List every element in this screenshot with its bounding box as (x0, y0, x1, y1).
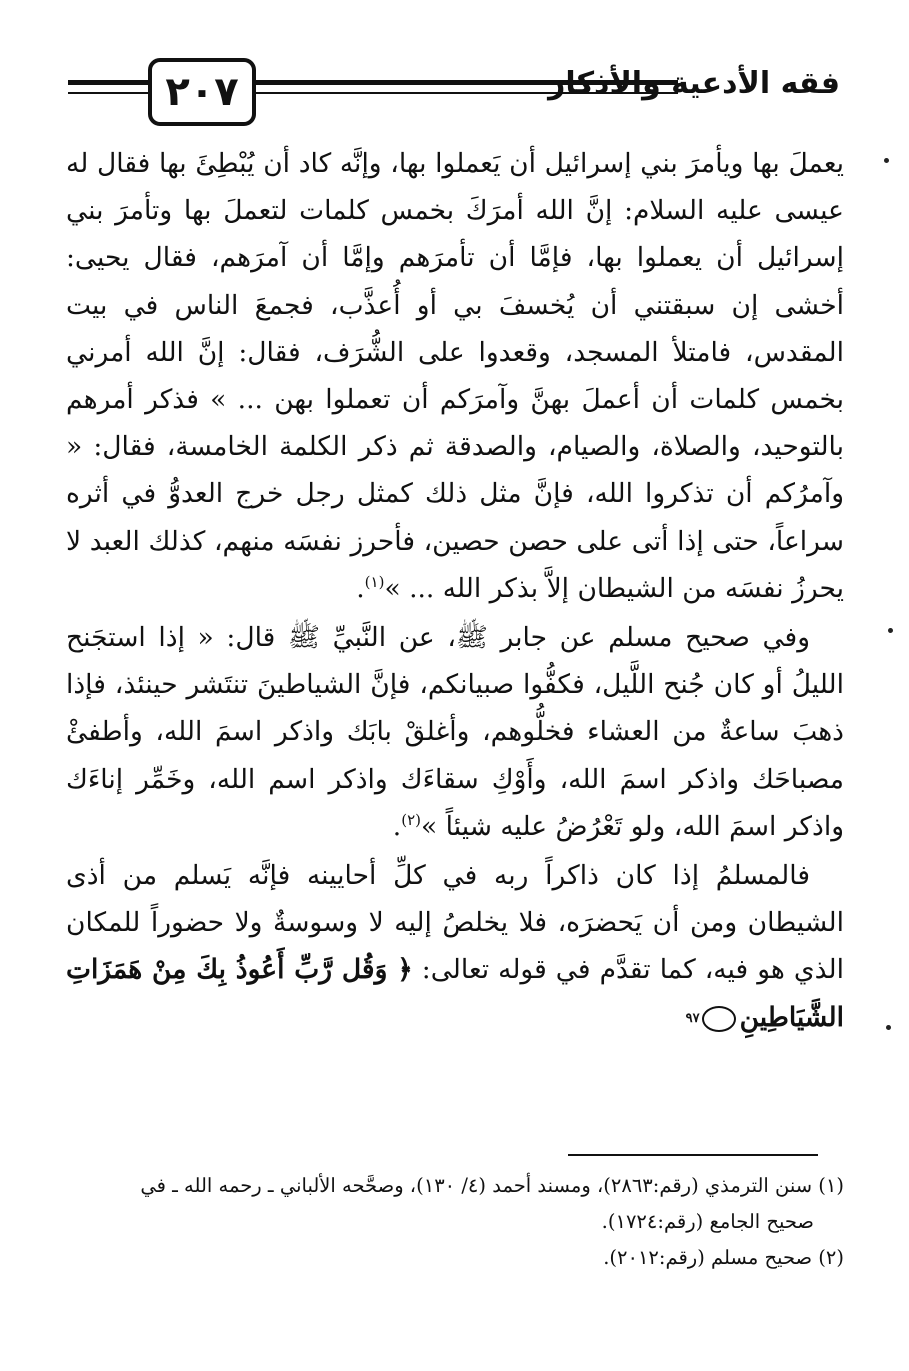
footnotes (66, 1168, 844, 1276)
paragraph-2 (66, 614, 844, 850)
footnote-separator (568, 1154, 818, 1156)
footnote-ref-2: (٢) (401, 811, 421, 830)
paragraph-1 (66, 140, 844, 612)
body-text (66, 140, 844, 1041)
paragraph-1-period: . (356, 572, 365, 604)
quran-verse: ﴿ وَقُل رَّبِّ أَعُوذُ بِكَ مِنْ هَمَزَاتِ الشَّيَاطِينِ (66, 954, 844, 1033)
paragraph-3 (66, 852, 844, 1041)
footnote-ref-1: (١) (364, 573, 385, 591)
margin-mark (888, 628, 893, 633)
paragraph-3-text: فالمسلمُ إذا كان ذاكراً ربه في كلِّ أحايينه فإنَّه يَسلم من أذى الشيطان ومن أن يَحضرَه، فلا يخلصُ إليه لا وسوسةٌ ولا حضوراً للمكان الذي هو فيه، كما تقدَّم في قوله تعالى: (66, 860, 844, 986)
footnote-1-line-1: (١) سنن الترمذي (رقم:٢٨٦٣)، ومسند أحمد (٤/ ١٣٠)، وصحَّحه الألباني ـ رحمه الله ـ في (140, 1174, 844, 1197)
page-number: ٢٠٧ (148, 58, 256, 126)
paragraph-2-text: وفي صحيح مسلم عن جابر ﷺ، عن النَّبيِّ ﷺ قال: « إذا استجَنح الليلُ أو كان جُنح اللَّيل، فكفُّوا صبيانكم، فإنَّ الشياطينَ تنتَشر حينئذ، فإذا ذهبَ ساعةٌ من العشاء فخلُّوهم، وأغلقْ بابَك واذكر اسمَ الله، وأطفئْ مصباحَك واذكر اسمَ الله، وأَوْكِ سقاءَك واذكر اسم الله، وخَمِّر إناءَك واذكر اسمَ الله، ولو تَعْرُضُ عليه شيئاً » (66, 622, 844, 842)
verse-number-marker: ٩٧ (702, 1006, 736, 1032)
running-title: فقه الأدعية والأذكار (548, 66, 840, 101)
header-rule-left (68, 80, 160, 100)
page-header (68, 52, 840, 128)
paragraph-1-text: يعملَ بها ويأمرَ بني إسرائيل أن يَعملوا بها، وإنَّه كاد أن يُبْطِئَ بها فقال له عيسى عليه السلام: إنَّ الله أمرَكَ بخمس كلمات لتعملَ بها وتأمرَ بني إسرائيل أن يعملوا بها، فإمَّا أن تأمرَهم وإمَّا أن آمرَهم، فقال يحيى: أخشى إن سبقتني أن يُخسفَ بي أو أُعذَّب، فجمعَ الناس في بيت المقدس، فامتلأ المسجد، وقعدوا على الشُّرَف، فقال: إنَّ الله أمرني بخمس كلمات أن أعملَ بهنَّ وآمرَكم أن تعملوا بهن ... » فذكر أمرهم بالتوحيد، والصلاة، والصيام، والصدقة ثم ذكر الكلمة الخامسة، فقال: « وآمرُكم أن تذكروا الله، فإنَّ مثل ذلك كمثل رجل خرج العدوُّ في أثره سراعاً، حتى إذا أتى على حصن حصين، فأحرز نفسَه منهم، كذلك العبد لا يحرزُ نفسَه من الشيطان إلاَّ بذكر الله ... » (66, 148, 844, 604)
footnote-1-line-2: صحيح الجامع (رقم:١٧٢٤). (601, 1210, 814, 1233)
footnote-2: (٢) صحيح مسلم (رقم:٢٠١٢). (603, 1246, 844, 1269)
paragraph-2-period: . (392, 810, 402, 842)
margin-mark (884, 158, 889, 163)
margin-mark (886, 1025, 891, 1030)
